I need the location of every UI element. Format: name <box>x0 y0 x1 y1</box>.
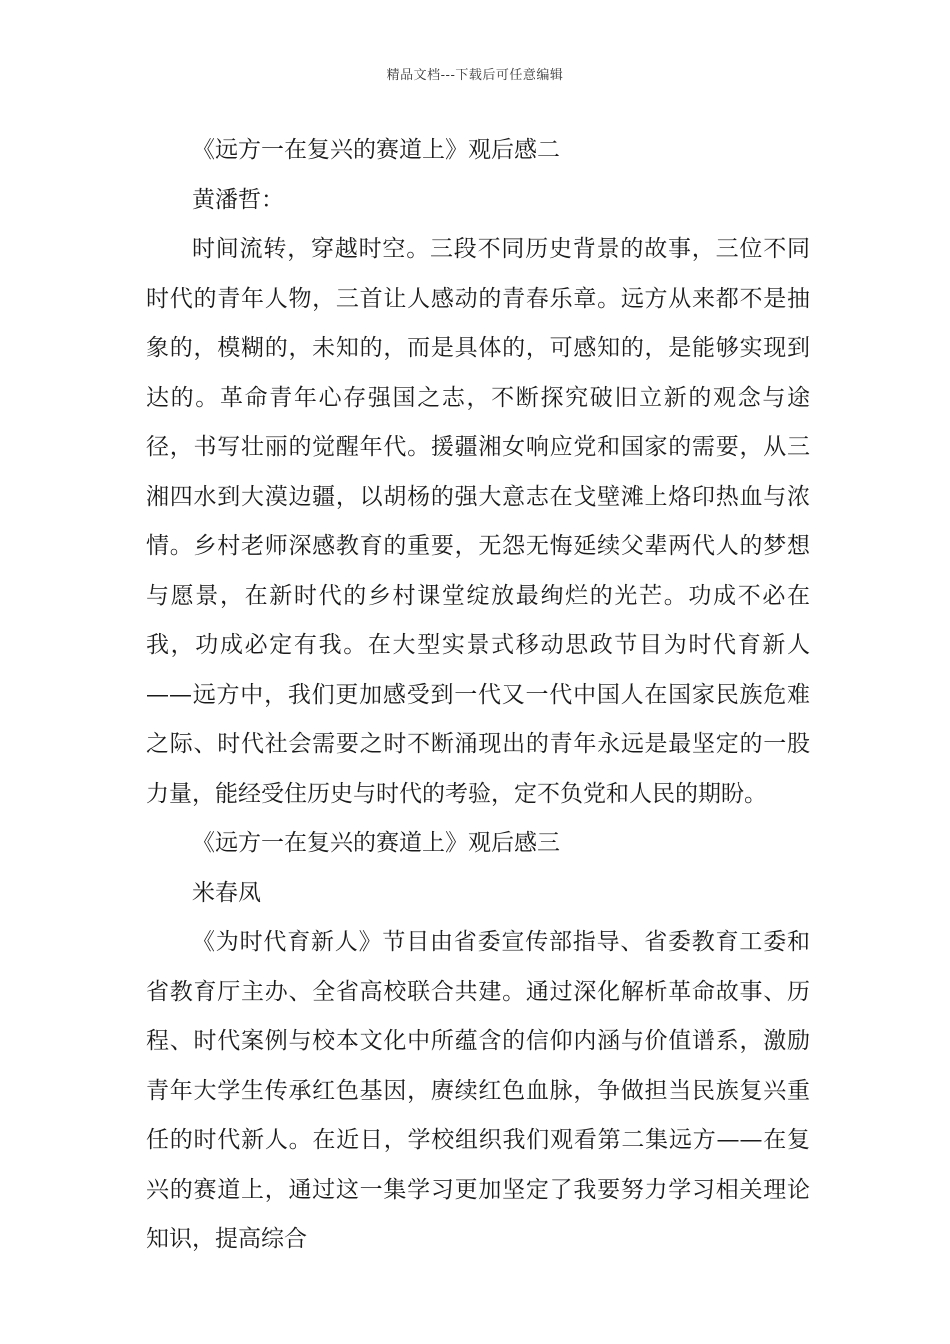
document-body <box>146 126 810 1265</box>
section-title-3: 《远方一在复兴的赛道上》观后感三 <box>192 830 560 856</box>
author-name-3: 米春凤 <box>192 879 261 906</box>
author-name-2: 黄潘哲： <box>192 186 284 213</box>
page-header: 精品文档---下载后可任意编辑 <box>386 68 564 83</box>
section-title-2: 《远方一在复兴的赛道上》观后感二 <box>192 137 560 163</box>
paragraph-3: 《为时代育新人》节目由省委宣传部指导、省委教育工委和省教育厅主办、全省高校联合共建。通过深化解析革命故事、历程、时代案例与校本文化中所蕴含的信仰内涵与价值谱系，激励青年大学生传承红色基因，赓续红色血脉，争做担当民族复兴重任的时代新人。在近日，学校组织我们观看第二集远方——在复兴的赛道上，通过这一集学习更加坚定了我要努力学习相关理论知识，提高综合 <box>146 929 810 1252</box>
paragraph-2: 时间流转，穿越时空。三段不同历史背景的故事，三位不同时代的青年人物，三首让人感动的青春乐章。远方从来都不是抽象的，模糊的，未知的，而是具体的，可感知的，是能够实现到达的。革命青年心存强国之志，不断探究破旧立新的观念与途径，书写壮丽的觉醒年代。援疆湘女响应党和国家的需要，从三湘四水到大漠边疆，以胡杨的强大意志在戈壁滩上烙印热血与浓情。乡村老师深感教育的重要，无怨无悔延续父辈两代人的梦想与愿景，在新时代的乡村课堂绽放最绚烂的光芒。功成不必在我，功成必定有我。在大型实景式移动思政节目为时代育新人——远方中，我们更加感受到一代又一代中国人在国家民族危难之际、时代社会需要之时不断涌现出的青年永远是最坚定的一股力量，能经受住历史与时代的考验，定不负党和人民的期盼。 <box>146 236 810 807</box>
